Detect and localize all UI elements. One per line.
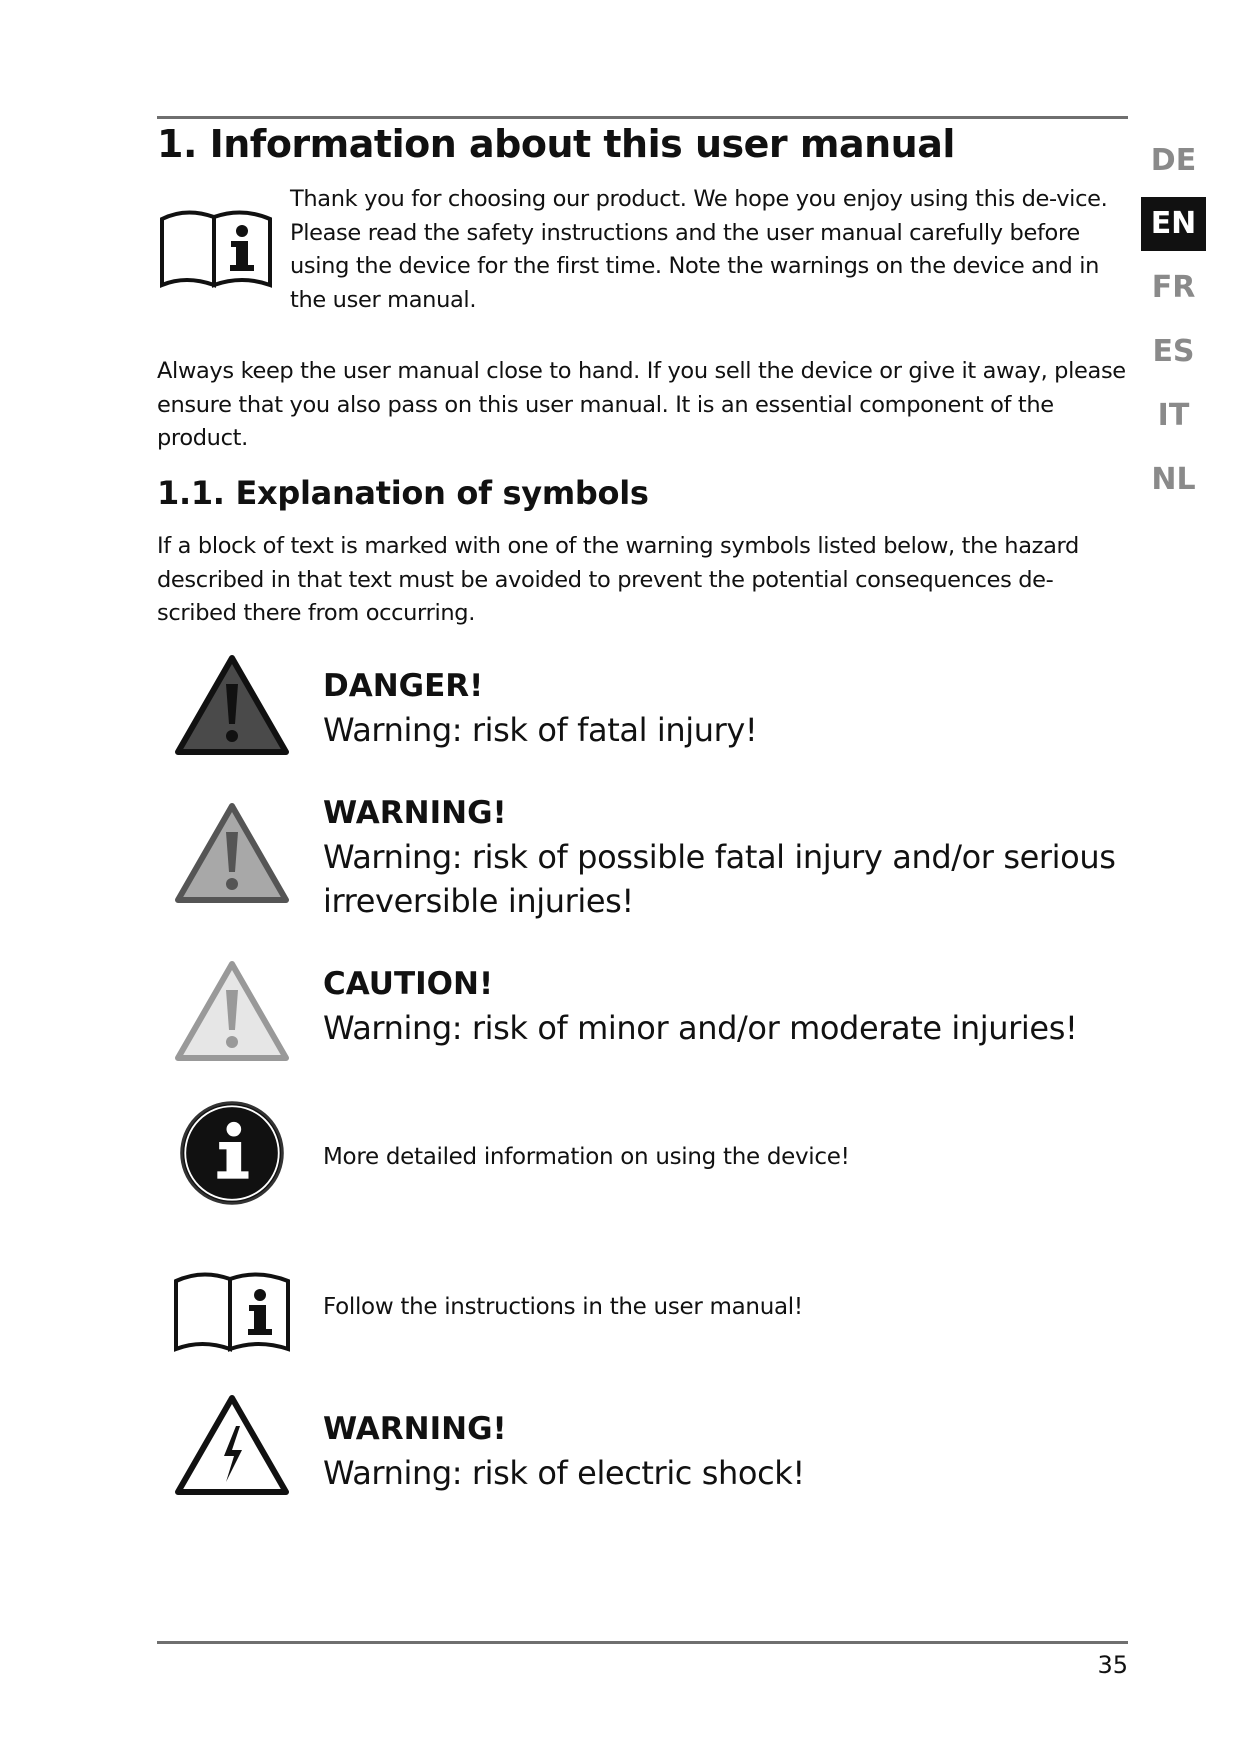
- danger-description: Warning: risk of fatal injury!: [323, 711, 758, 749]
- caution-title: CAUTION!: [323, 966, 494, 1002]
- section-text: If a block of text is marked with one of the warning symbols listed below, the hazard described in that text must be avoided to prevent the potential consequences de-scribed there from occurring.: [157, 533, 1079, 626]
- danger-triangle-icon: [172, 652, 292, 762]
- top-rule: [157, 116, 1128, 119]
- lang-tab-es[interactable]: ES: [1152, 334, 1195, 369]
- electric-shock-icon: [172, 1392, 292, 1502]
- intro-paragraph-3: Always keep the user manual close to hand. If you sell the device or give it away, please ensure that you also pass on this user manual. It is an essential component of the product.: [157, 358, 1126, 451]
- shock-description: Warning: risk of electric shock!: [323, 1454, 805, 1492]
- danger-title: DANGER!: [323, 668, 484, 704]
- page-number: 35: [1097, 1651, 1128, 1679]
- manual-description: Follow the instructions in the user manual!: [323, 1294, 803, 1320]
- section-title: 1.1. Explanation of symbols: [157, 474, 649, 512]
- lang-tab-fr[interactable]: FR: [1151, 270, 1196, 305]
- manual-info-icon: [158, 205, 274, 293]
- warning-title: WARNING!: [323, 795, 507, 831]
- info-description: More detailed information on using the device!: [323, 1144, 850, 1170]
- caution-description: Warning: risk of minor and/or moderate injuries!: [323, 1009, 1078, 1047]
- lang-tab-nl[interactable]: NL: [1151, 462, 1196, 497]
- warning-description: Warning: risk of possible fatal injury and/or serious irreversible injuries!: [323, 838, 1116, 920]
- shock-title: WARNING!: [323, 1411, 507, 1447]
- manual-info-icon: [172, 1255, 292, 1365]
- page-title: 1. Information about this user manual: [157, 122, 955, 166]
- caution-triangle-icon: [172, 958, 292, 1068]
- lang-tab-de[interactable]: DE: [1150, 143, 1197, 178]
- intro-paragraph-2: Please read the safety instructions and the user manual carefully before using the device for the first time. Note the warnings on the device and in the user manual.: [290, 219, 1100, 313]
- intro-text: [290, 183, 1125, 317]
- lang-tab-en[interactable]: EN: [1141, 197, 1206, 251]
- warning-triangle-icon: [172, 800, 292, 910]
- intro-paragraph-1: Thank you for choosing our product. We hope you enjoy using this de-vice.: [290, 186, 1108, 212]
- lang-tab-it[interactable]: IT: [1157, 398, 1190, 433]
- info-circle-icon: [172, 1098, 292, 1208]
- bottom-rule: [157, 1641, 1128, 1644]
